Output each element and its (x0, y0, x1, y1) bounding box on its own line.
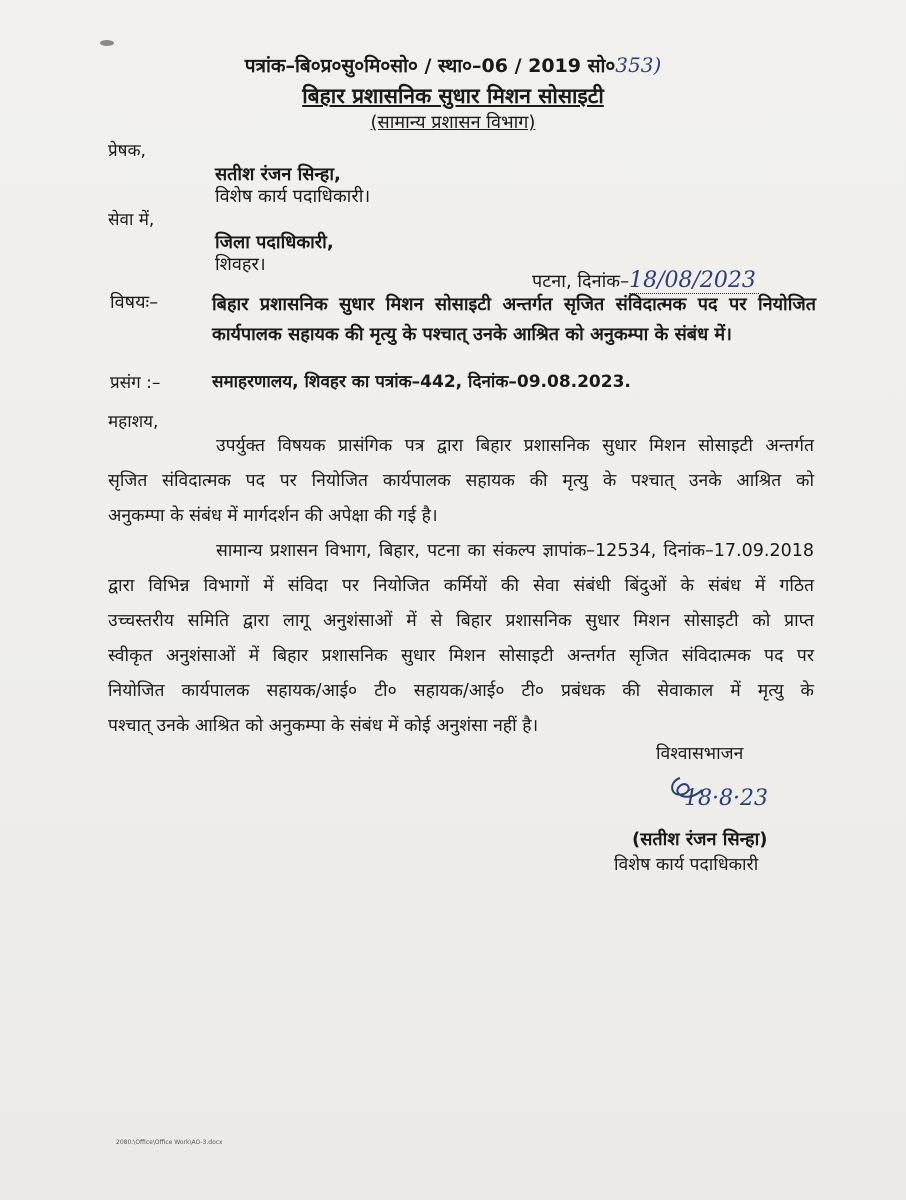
paragraph-1 (108, 429, 814, 534)
reference-text: समाहरणालय, शिवहर का पत्रांक–442, दिनांक–09.08.2023. (212, 372, 631, 392)
salutation: महाशय, (108, 412, 159, 432)
date-label: पटना, दिनांक– (532, 271, 630, 292)
sender-label: प्रेषक, (108, 141, 146, 161)
sender-designation: विशेष कार्य पदाधिकारी। (215, 186, 371, 207)
closing: विश्वासभाजन (656, 744, 744, 764)
paragraph-line: उच्चस्तरीय समिति द्वारा लागू अनुशंसाओं में से बिहार प्रशासनिक सुधार मिशन सोसाइटी को प्राप्त (108, 611, 814, 631)
paragraph-2 (108, 534, 814, 744)
paragraph-line: नियोजित कार्यपालक सहायक/आई० टी० सहायक/आई० टी० प्रबंधक की सेवाकाल में मृत्यु के (108, 681, 814, 701)
paragraph-line: स्वीकृत अनुशंसाओं में बिहार प्रशासनिक सुधार मिशन सोसाइटी अन्तर्गत सृजित संविदात्मक पद पर (108, 646, 814, 666)
subject-text (212, 290, 816, 350)
paragraph-line: सृजित संविदात्मक पद पर नियोजित कार्यपालक सहायक की मृत्यु के पश्चात् उनके आश्रित को (108, 471, 814, 491)
signature (650, 768, 780, 816)
recipient-name: जिला पदाधिकारी, (215, 232, 334, 253)
signatory-name: (सतीश रंजन सिन्हा) (632, 829, 768, 850)
department-name: (सामान्य प्रशासन विभाग) (370, 112, 536, 133)
reference-number-line: पत्रांक–बि०प्र०सु०मि०सो० / स्था०–06 / 2019 सो०353) (244, 53, 662, 77)
handwritten-date: 18/08/2023 (629, 268, 756, 293)
paragraph-line: उपर्युक्त विषयक प्रासंगिक पत्र द्वारा बिहार प्रशासनिक सुधार मिशन सोसाइटी अन्तर्गत (216, 436, 814, 456)
signatory-designation: विशेष कार्य पदाधिकारी (614, 855, 759, 875)
recipient-label: सेवा में, (108, 210, 155, 230)
subject-label: विषयः– (110, 292, 159, 313)
footer-file-path: 2080:\Office\Office Work\AO-3.docx (116, 1139, 223, 1146)
paragraph-line: द्वारा विभिन्न विभागों में संविदा पर नियोजित कर्मियों की सेवा संबंधी बिंदुओं के संबंध में गठित (108, 576, 814, 596)
recipient-place: शिवहर। (215, 254, 266, 275)
reference-label: प्रसंग :– (110, 373, 161, 393)
reference-prefix: पत्रांक–बि०प्र०सु०मि०सो० / स्था०–06 / 2019 सो० (244, 55, 616, 77)
subject-line: कार्यपालक सहायक की मृत्यु के पश्चात् उनके आश्रित को अनुकम्पा के संबंध में। (212, 324, 732, 345)
paragraph-line: सामान्य प्रशासन विभाग, बिहार, पटना का संकल्प ज्ञापांक–12534, दिनांक–17.09.2018 (216, 541, 814, 561)
subject-line: बिहार प्रशासनिक सुधार मिशन सोसाइटी अन्तर्गत सृजित संविदात्मक पद पर नियोजित (212, 294, 816, 315)
handwritten-signature-date: 18·8·23 (684, 786, 768, 811)
handwritten-reference-number: 353 (615, 53, 654, 77)
sender-name: सतीश रंजन सिन्हा, (215, 164, 341, 185)
paragraph-line: पश्चात् उनके आश्रित को अनुकम्पा के संबंध में कोई अनुशंसा नहीं है। (108, 716, 539, 736)
organization-name: बिहार प्रशासनिक सुधार मिशन सोसाइटी (302, 84, 604, 108)
paragraph-line: अनुकम्पा के संबंध में मार्गदर्शन की अपेक्षा की गई है। (108, 506, 438, 526)
scan-mark (100, 40, 114, 46)
